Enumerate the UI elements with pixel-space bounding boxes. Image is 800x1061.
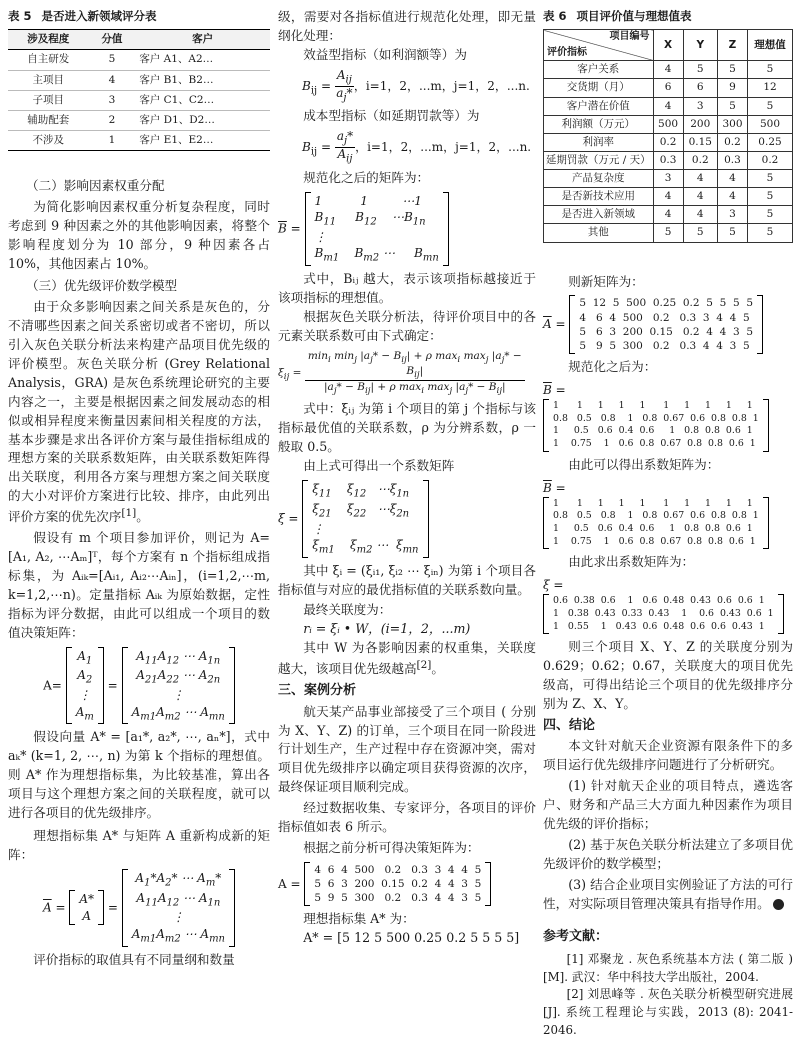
matrix: A* A	[69, 890, 104, 924]
matrix-row: 1 1 1 1 1 1 1 1 1 1	[553, 399, 753, 411]
table-row	[544, 133, 793, 151]
new-matrix: $\overline{A}$ = 5 12 5 500 0.25 0.2 5 5 5 5 4 6 4 500 0.2 0.3 3 4 4 5 5 6 3 200 0.15 0.2 4 4 3 5 5 9 5 300 0.2 0.3 4 4 3 5	[543, 295, 793, 354]
table-cell: 500	[748, 115, 793, 133]
table-cell: 客户 B1、B2…	[135, 70, 270, 90]
table-cell: 0.25	[748, 133, 793, 151]
table-header: Y	[683, 30, 717, 61]
table-row	[544, 170, 793, 188]
table-cell: 客户 E1、E2…	[135, 130, 270, 150]
table-header: X	[653, 30, 683, 61]
section-heading-case: 三、案例分析	[278, 683, 357, 699]
references-heading: 参考文献：	[543, 929, 609, 945]
table-cell: 4	[653, 97, 683, 115]
paragraph: 航天某产品事业部接受了三个项目 ( 分别为 X、Y、Z) 的订单，三个项目在同一阶段进行计划生产，生产过程中存在资源冲突，需对项目优先级排序以确定项目获得资源的次序，最终保证项目顺利完成。	[278, 703, 536, 795]
final-label: 最终关联度为：	[303, 602, 392, 618]
matrix-row: 0.6 0.38 0.6 1 0.6 0.48 0.43 0.6 0.6 1	[553, 595, 765, 607]
table-cell: 5	[717, 97, 747, 115]
normalized-matrix: $\overline{B}$ = 1 1 1 1 1 1 1 1 1 1 0.8 0.5 0.8 1 0.8 0.67 0.6 0.8 0.8 1 1 0.5 0.6 0.4 0.6 1 0.8 0.8 0.6 1 1 0.75 1 0.6 0.8 0.67 0.8 0.8 0.6 1	[543, 381, 793, 452]
matrix: $A_{11}A_{12}$ ⋯ $A_{1n}$ $A_{21}A_{22}$ ⋯ $A_{2n}$ ⋮ $A_{m1}A_{m2}$ ⋯ $A_{mn}$	[122, 647, 235, 725]
citation: [2]	[416, 659, 432, 672]
paragraph-end: 。	[431, 661, 444, 677]
matrix: $\xi_{11}$ $\xi_{12}$ $\cdots\xi_{1n}$ $\xi_{21}$ $\xi_{22}$ $\cdots\xi_{2n}$ ⋮ $\xi_{m1}$ $\xi_{m2}$ ⋯ $\xi_{mn}$	[302, 480, 428, 558]
paragraph: 根据之前分析可得决策矩阵为：	[303, 839, 480, 855]
section-heading-weights: （二）影响因素权重分配	[26, 178, 165, 193]
paragraph: (1) 针对航天企业的项目特点，遴选客户、财务和产品三大方面九种因素作为项目优先级的评价指标；	[543, 778, 793, 831]
matrix-row: 0.8 0.5 0.8 1 0.8 0.67 0.6 0.8 0.8 1	[553, 412, 759, 424]
paragraph-text: (3) 结合企业项目实例验证了方法的可行性，对实际项目管理决策具有指导作用。	[543, 876, 793, 911]
table-cell: 6	[683, 79, 717, 97]
paragraph	[278, 639, 536, 679]
xi-matrix-formula: ξ = $\xi_{11}$ $\xi_{12}$ $\cdots\xi_{1n}$ $\xi_{21}$ $\xi_{22}$ $\cdots\xi_{2n}$ ⋮ $\xi_{m1}$ $\xi_{m2}$ ⋯ $\xi_{mn}$	[278, 480, 536, 558]
matrix-row: 1 0.55 1 0.43 0.6 0.48 0.6 0.6 0.43 1	[553, 620, 765, 632]
matrix-row: 5 12 5 500 0.25 0.2 5 5 5 5	[579, 297, 753, 310]
paragraph	[543, 876, 793, 914]
cost-formula: $B_{ij}$ = $a_j*$ $A_{ij}$ ，i=1，2，...m，j=1，2，...n.	[302, 129, 532, 165]
end-mark-icon	[773, 899, 784, 910]
decision-matrix-values: A = 4 6 4 500 0.2 0.3 3 4 4 5 5 6 3 200 0.15 0.2 4 4 3 5 5 9 5 300 0.2 0.3 4 4 3 5	[278, 862, 536, 907]
reference-item: [2] 刘思峰等 . 灰色关联分析模型研究进展 [J]. 系统工程理论与实践，2013 (8): 2041-2046.	[543, 987, 793, 1037]
table-cell: 5	[653, 224, 683, 242]
matrix	[543, 497, 769, 550]
row-label: 产品复杂度	[544, 170, 654, 188]
table-cell: 0.3	[717, 151, 747, 169]
table-header-row	[544, 30, 793, 61]
reference-item: [1] 邓聚龙 . 灰色系统基本方法 ( 第二版 )[M]. 武汉：华中科技大学出版社，2004.	[543, 951, 793, 984]
row-label: 是否新技术应用	[544, 188, 654, 206]
table-cell: 客户 A1、A2…	[135, 50, 270, 70]
section-heading-model: （三）优先级评价数学模型	[26, 278, 178, 294]
matrix-row: 1 0.38 0.43 0.33 0.43 1 0.6 0.43 0.6 1	[553, 607, 774, 619]
table-cell: 5	[748, 224, 793, 242]
table-row	[544, 206, 793, 224]
paragraph: 本文针对航天企业资源有限条件下的多项目运行优先级排序问题进行了分析研究。	[543, 738, 793, 773]
paragraph: 由上式可得出一个系数矩阵	[303, 457, 455, 473]
table-row	[8, 50, 270, 70]
paragraph: (2) 基于灰色关联分析法建立了多项目优先级评价的数学模型；	[543, 836, 793, 871]
paragraph-end: 。	[136, 509, 149, 525]
section-heading-conclusion: 四、结论	[543, 717, 596, 733]
table-cell: 客户 C1、C2…	[135, 90, 270, 110]
matrix	[304, 862, 491, 907]
table-cell: 4	[653, 188, 683, 206]
column-middle	[278, 8, 536, 948]
matrix-row: 1 0.5 0.6 0.4 0.6 1 0.8 0.8 0.6 1	[553, 522, 753, 534]
norm-label: 规范化之后的矩阵为：	[303, 170, 430, 186]
matrix-row: 1 0.75 1 0.6 0.8 0.67 0.8 0.8 0.6 1	[553, 438, 756, 450]
paragraph: 式中，Bᵢⱼ 越大，表示该项指标越接近于该项指标的理想值。	[278, 271, 536, 306]
paragraph: 假设向量 A* = [a₁*, a₂*, ⋯, aₙ*]，式中 aₖ* (k=1, 2, ⋯, n) 为第 k 个指标的理想值。则 A* 作为理想指标集，为比较基准，算出各项目与这个理想方案之间的关联程度，就可以进行各项目的优先级排序。	[8, 729, 270, 820]
table-cell: 5	[748, 61, 793, 79]
matrix-row: 5 9 5 300 0.2 0.3 4 4 3 5	[579, 339, 750, 352]
table-cell: 3	[683, 97, 717, 115]
table-cell: 4	[717, 188, 747, 206]
table-cell: 3	[89, 90, 136, 110]
decision-matrix-formula: A= $A_1$ $A_2$ ⋮ $A_m$ = $A_{11}A_{12}$ ⋯ $A_{1n}$ $A_{21}A_{22}$ ⋯ $A_{2n}$ ⋮ $A_{m1}A_{m2}$ ⋯ $A_{mn}$	[8, 647, 270, 725]
benefit-formula: $B_{ij}$ = $A_{ij}$ $a_j*$ ，i=1，2，...m，j=1，2，...n.	[302, 67, 530, 103]
matrix-row: 5 6 3 200 0.15 0.2 4 4 3 5	[314, 877, 482, 890]
table-cell: 500	[653, 115, 683, 133]
coefficient-matrix: $\overline{B}$ = 1 1 1 1 1 1 1 1 1 1 0.8 0.5 0.8 1 0.8 0.67 0.6 0.8 0.8 1 1 0.5 0.6 0.4 0.6 1 0.8 0.8 0.6 1 1 0.75 1 0.6 0.8 0.67 0.8 0.8 0.6 1	[543, 479, 793, 550]
table-row	[8, 110, 270, 130]
coefficient-formula: $\xi_{ij}$ = $\min_i \min_j |a_j* - B_{ij}| + \rho$ $\max_i \max_j |a_j* - B_{ij}|$ $|a_j* - B_{ij}| + \rho$ $\max_i \max_j |a_j* - B_{ij}|$	[278, 350, 536, 396]
table6-caption-num: 表 6	[543, 9, 567, 23]
column-right	[543, 8, 793, 1039]
table-cell: 5	[683, 61, 717, 79]
ideal-set: A* = [5 12 5 500 0.25 0.2 5 5 5 5]	[303, 930, 520, 946]
paragraph: 其中 ξᵢ = (ξᵢ₁, ξᵢ₂ ⋯ ξᵢₙ) 为第 i 个项目各指标值与对应的最优指标值的关联系数向量。	[278, 562, 536, 597]
table6	[543, 29, 793, 242]
table-cell: 5	[89, 50, 136, 70]
matrix	[569, 295, 763, 354]
matrix-row: 5 9 5 300 0.2 0.3 4 4 3 5	[314, 892, 482, 905]
row-label: 延期罚款（万元 / 天）	[544, 151, 654, 169]
table-cell: 1	[89, 130, 136, 150]
table-cell: 5	[748, 188, 793, 206]
cost-label: 成本型指标（如延期罚款等）为	[303, 108, 480, 124]
table-cell: 辅助配套	[8, 110, 89, 130]
paragraph: 为简化影响因素权重分析复杂程度，同时考虑到 9 种因素之外的其他影响因素，将整个影响程度划分为 10 部分，9 种因素各占 10%，其他因素占 10%。	[8, 198, 270, 271]
row-label: 客户关系	[544, 61, 654, 79]
range-text: ，i=1，2，...m，j=1，2，...n.	[353, 78, 530, 93]
final-formula: rᵢ = ξᵢ • W，(i=1，2，...m)	[303, 621, 471, 637]
table-row	[8, 130, 270, 150]
table-cell: 0.2	[683, 151, 717, 169]
row-label: 客户潜在价值	[544, 97, 654, 115]
table-cell: 4	[683, 170, 717, 188]
table-cell: 3	[717, 206, 747, 224]
table-cell: 300	[717, 115, 747, 133]
table-cell: 4	[683, 188, 717, 206]
table-header: 理想值	[748, 30, 793, 61]
table-cell: 4	[717, 170, 747, 188]
table-cell: 0.2	[748, 151, 793, 169]
matrix-row: 4 6 4 500 0.2 0.3 3 4 4 5	[579, 311, 750, 324]
table-cell: 0.2	[717, 133, 747, 151]
table-corner-cell	[544, 30, 654, 61]
table-row	[8, 70, 270, 90]
paragraph: 经过数据收集、专家评分，各项目的评价指标值如表 6 所示。	[278, 800, 536, 834]
table-cell: 12	[748, 79, 793, 97]
matrix-row: 1 0.5 0.6 0.4 0.6 1 0.8 0.8 0.6 1	[553, 425, 753, 437]
table6-body	[544, 61, 793, 242]
table-row	[544, 115, 793, 133]
table-cell: 5	[683, 224, 717, 242]
table-cell: 5	[717, 61, 747, 79]
table-cell: 5	[717, 224, 747, 242]
table-cell: 4	[89, 70, 136, 90]
paragraph: 根据灰色关联分析法，待评价项目中的各元素关联系数可由下式确定：	[278, 308, 536, 343]
paragraph: 式中：ξᵢⱼ 为第 i 个项目的第 j 个指标与该指标最优值的关联系数，ρ 为分辨系数，ρ 一般取 0.5。	[278, 401, 536, 454]
citation: [1]	[121, 507, 137, 520]
table-cell: 200	[683, 115, 717, 133]
matrix-row: 0.8 0.5 0.8 1 0.8 0.67 0.6 0.8 0.8 1	[553, 510, 759, 522]
matrix-row: 4 6 4 500 0.2 0.3 3 4 4 5	[314, 863, 482, 876]
table-cell: 3	[653, 170, 683, 188]
table-row	[544, 224, 793, 242]
table-row	[544, 79, 793, 97]
paragraph-text: 由于众多影响因素之间关系是灰色的，分不清哪些因素之间关系密切或者不密切，所以引入灰色关联分析法来构建产品项目优先级的评价模型。灰色关联分析 (Grey Relational Analysis，GRA) 是灰色系统理论研究的主要内容之一，主要是根据因素之间发展动态的相似或相异程度来衡量因素间相关程度的方法，基本步骤是求出各评价方案与最佳指标组成的理想方案的关联系数矩阵，由关联系数矩阵得出关联度，利用各方案与理想方案之间关联度的大小对评价方案进行比较、排序，由此列出评价方案的优先次序	[8, 299, 270, 525]
table-cell: 主项目	[8, 70, 89, 90]
paragraph	[8, 298, 270, 527]
ideal-label: 理想指标集 A* 为：	[303, 911, 415, 927]
norm-label: 规范化之后为：	[568, 359, 657, 375]
row-label: 是否进入新领域	[544, 206, 654, 224]
table-header: 分值	[89, 30, 136, 50]
table-row	[544, 188, 793, 206]
row-label: 利润额（万元）	[544, 115, 654, 133]
table-cell: 不涉及	[8, 130, 89, 150]
table-cell: 客户 D1、D2…	[135, 110, 270, 130]
table-row	[8, 90, 270, 110]
table-cell: 0.15	[683, 133, 717, 151]
table-cell: 2	[89, 110, 136, 130]
paragraph: 评价指标的取值具有不同量纲和数量	[33, 951, 235, 967]
matrix: $A_1$ $A_2$ ⋮ $A_m$	[66, 647, 104, 725]
paragraph: 则三个项目 X、Y、Z 的关联度分别为 0.629；0.62；0.67，关联度大的项目优先级高，可得出结论三个项目的优先级排序分别为 Z、X、Y。	[543, 639, 793, 711]
coef-label: 由此可以得出系数矩阵为：	[568, 456, 720, 472]
coef2-label: 由此求出系数矩阵为：	[568, 554, 695, 570]
row-label: 其他	[544, 224, 654, 242]
table-cell: 5	[748, 206, 793, 224]
table-cell: 5	[748, 170, 793, 188]
matrix-row: 5 6 3 200 0.15 0.2 4 4 3 5	[579, 325, 753, 338]
matrix-row: 1 1 1 1 1 1 1 1 1 1	[553, 497, 753, 509]
table-cell: 9	[717, 79, 747, 97]
table-header: 涉及程度	[8, 30, 89, 50]
table6-caption	[543, 8, 793, 25]
new-matrix-label: 则新矩阵为：	[568, 273, 644, 289]
matrix	[543, 594, 784, 634]
table-row	[544, 97, 793, 115]
table-cell: 0.3	[653, 151, 683, 169]
matrix-row: 1 0.75 1 0.6 0.8 0.67 0.8 0.8 0.6 1	[553, 535, 756, 547]
table5-caption-title: 是否进入新领域评分表	[41, 9, 157, 23]
row-label: 交货期（月）	[544, 79, 654, 97]
normalized-matrix-formula: $\overline{B}$ = 1 1 ⋯1 $B_{11}$ $B_{12}$ $\cdots B_{1n}$ ⋮ $B_{m1}$ $B_{m2}$ ⋯ $B_{mn}$	[278, 192, 536, 266]
table-cell: 自主研发	[8, 50, 89, 70]
row-label: 利润率	[544, 133, 654, 151]
table-header: Z	[717, 30, 747, 61]
table-header-row	[8, 30, 270, 50]
paragraph: 级，需要对各指标值进行规范化处理，即无量纲化处理：	[278, 9, 536, 43]
paragraph: 假设有 m 个项目参加评价，则记为 A=[A₁, A₂, ⋯Aₘ]ᵀ，每个方案有 n 个指标组成指标集，为 Aᵢₖ=[Aᵢ₁, Aᵢ₂⋯Aᵢₙ]，(i=1,2,⋯m, k=1,2,⋯n)。定量指标 Aᵢₖ 为原始数据，定性指标为评分数据，由此可以组成一个项目的数值决策矩阵：	[8, 530, 270, 640]
table-cell: 4	[683, 206, 717, 224]
table-cell: 子项目	[8, 90, 89, 110]
corner-top-label: 项目编号	[609, 31, 650, 43]
table-header: 客户	[135, 30, 270, 50]
matrix: $A_1*A_2*$ ⋯ $A_m*$ $A_{11}A_{12}$ ⋯ $A_{1n}$ ⋮ $A_{m1}A_{m2}$ ⋯ $A_{mn}$	[122, 869, 235, 947]
table5	[8, 29, 270, 151]
paragraph: 理想指标集 A* 与矩阵 A 重新构成新的矩阵：	[8, 827, 270, 862]
corner-bottom-label: 评价指标	[547, 46, 587, 58]
matrix	[543, 399, 769, 452]
column-left	[8, 8, 270, 969]
combined-matrix-formula: $\overline{A}$ = A* A = $A_1*A_2*$ ⋯ $A_m*$ $A_{11}A_{12}$ ⋯ $A_{1n}$ ⋮ $A_{m1}A_{m2}$ ⋯ $A_{mn}$	[8, 869, 270, 947]
paragraph-text: 其中 W 为各影响因素的权重集，关联度越大，该项目优先级越高	[278, 640, 536, 677]
table-row	[544, 61, 793, 79]
xi-matrix: ξ = 0.6 0.38 0.6 1 0.6 0.48 0.43 0.6 0.6 1 1 0.38 0.43 0.33 0.43 1 0.6 0.43 0.6 1 1 0.55 1 0.43 0.6 0.48 0.6 0.6 0.43 1	[543, 576, 793, 634]
table6-caption-title: 项目评价值与理想值表	[576, 9, 692, 23]
table-cell: 0.2	[653, 133, 683, 151]
range-text: ，i=1，2，...m，j=1，2，...n.	[355, 140, 532, 155]
matrix: 1 1 ⋯1 $B_{11}$ $B_{12}$ $\cdots B_{1n}$ ⋮ $B_{m1}$ $B_{m2}$ ⋯ $B_{mn}$	[305, 192, 449, 266]
benefit-label: 效益型指标（如利润额等）为	[303, 46, 467, 62]
table-cell: 4	[653, 61, 683, 79]
table-cell: 6	[653, 79, 683, 97]
table-cell: 5	[748, 97, 793, 115]
table-cell: 4	[653, 206, 683, 224]
table5-caption-num: 表 5	[8, 9, 32, 23]
table5-caption	[8, 8, 270, 25]
table-row	[544, 151, 793, 169]
